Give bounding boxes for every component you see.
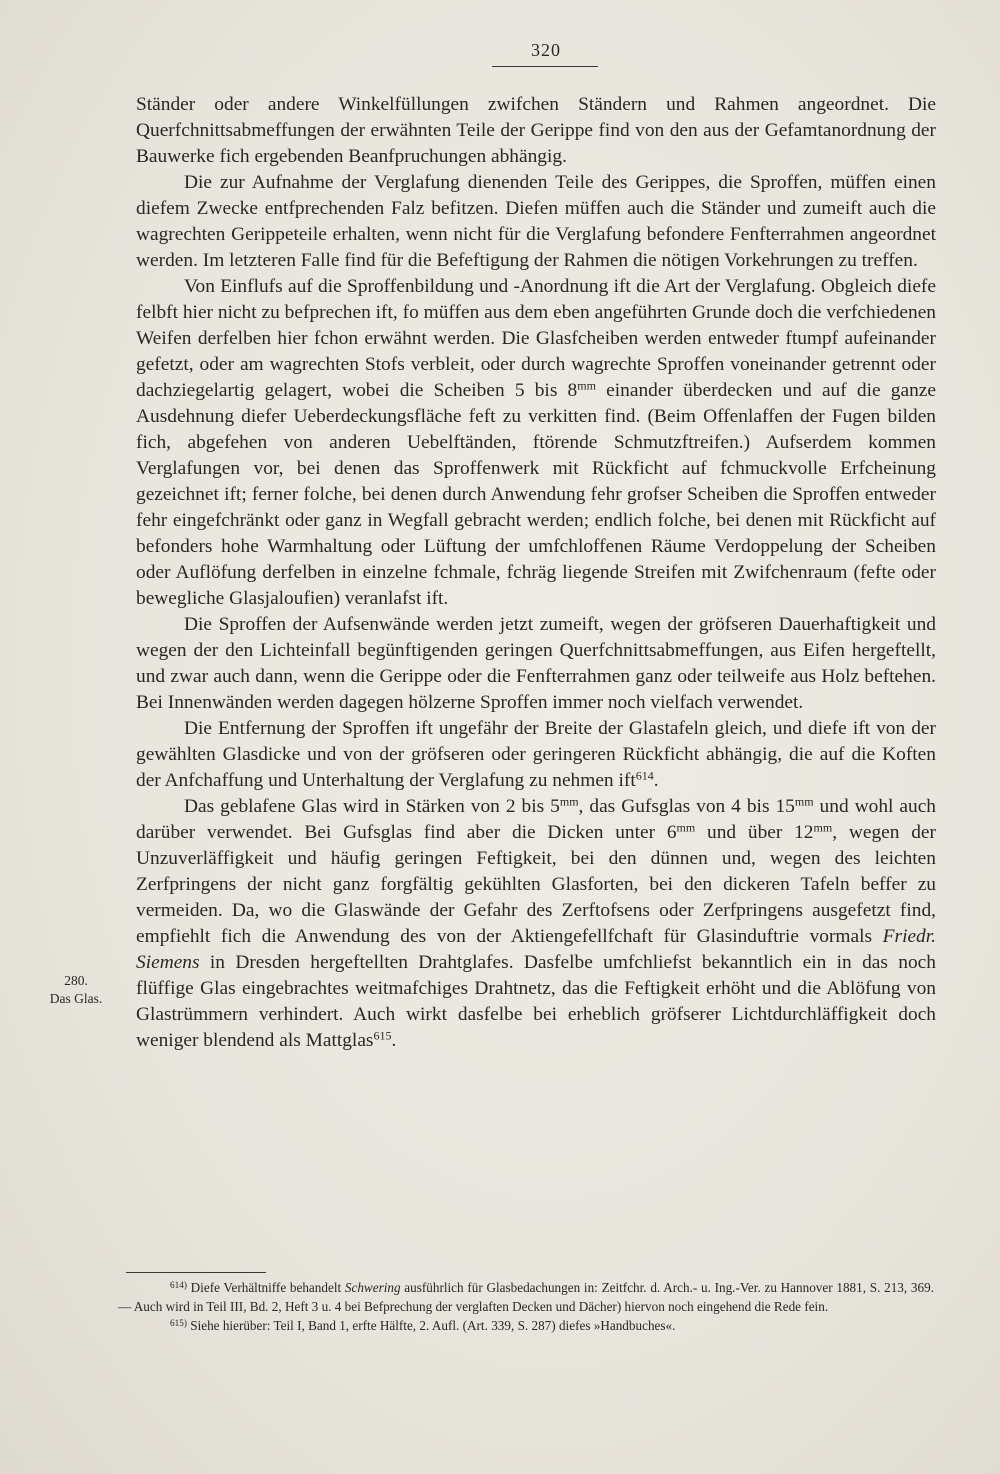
paragraph-6-text-g: .: [391, 1030, 397, 1051]
unit-mm: mm: [577, 378, 596, 393]
page-number: 320: [531, 40, 561, 60]
footnote-text: Siehe hierüber: Teil I, Band 1, erfte Hälfte, 2. Aufl. (Art. 339, S. 287) diefes »Handbuches«.: [186, 1318, 676, 1333]
paragraph-6-italic-name: Friedr. Siemens: [136, 926, 936, 973]
unit-mm: mm: [559, 794, 579, 809]
margin-note: [34, 972, 118, 1008]
body-text: [136, 92, 936, 1054]
footnote-614: [118, 1278, 934, 1316]
paragraph-5-text-a: Die Entfernung der Sproffen ift ungefähr der Breite der Glastafeln gleich, und diefe ift von der gewählten Glasdicke und von der gröfseren oder geringeren Rückficht abhängig, die auf die Koften der Anfchaffung und Unterhaltung der Verglafung zu nehmen ift: [136, 718, 936, 791]
paragraph-6-text-f: in Dresden hergeftellten Drahtglafes. Dasfelbe umfchliefst bekanntlich ein in das noch flüffige Glas eingebrachtes weitmafchiges Drahtnetz, das die Feftigkeit erhöht und die Ablöfung von Glastrümmern verhindert. Auch wirkt dasfelbe bei erheblich gröfserer Lichtdurchläffigkeit doch weniger blendend als Mattglas: [136, 952, 936, 1051]
footnotes: [118, 1278, 934, 1335]
paragraph-6: [136, 794, 936, 1054]
unit-mm: mm: [813, 820, 833, 835]
margin-note-number: 280.: [64, 973, 88, 988]
footnote-number: 615): [170, 1317, 187, 1328]
paragraph-3: [136, 274, 936, 612]
footnote-ref-614[interactable]: 614: [635, 768, 654, 783]
footnote-number: 614): [170, 1279, 187, 1290]
paragraph-3-text-a: Von Einflufs auf die Sproffenbildung und -Anordnung ift die Art der Verglafung. Obgleich diefe felbft hier nicht zu befprechen ift, fo müffen aus dem eben angeführten Grunde doch die verfchiedenen Weifen derfelben hier fchon erwähnt werden. Die Glasfcheiben werden entweder ftumpf aufeinander gefetzt, oder am wagrechten Stofs verbleit, oder durch wagrechte Sproffen voneinander getrennt oder dachziegelartig gelagert, wobei die Scheiben 5 bis 8: [136, 276, 936, 401]
page-number-rule: [492, 66, 598, 67]
footnote-italic-author: Schwering: [344, 1280, 401, 1295]
unit-mm: mm: [676, 820, 696, 835]
paragraph-1: Ständer oder andere Winkelfüllungen zwifchen Ständern und Rahmen angeordnet. Die Querfchnittsabmeffungen der erwähnten Teile der Gerippe find von den aus der Gefamtanordnung der Bauwerke fich ergebenden Beanfpruchungen abhängig.: [136, 94, 936, 167]
footnote-rule: [126, 1272, 266, 1273]
margin-note-title: Das Glas.: [49, 991, 103, 1006]
footnote-ref-615[interactable]: 615: [373, 1028, 392, 1043]
footnote-text: Diefe Verhältniffe behandelt: [186, 1280, 345, 1295]
paragraph-5: [136, 716, 936, 794]
footnote-615: [118, 1316, 934, 1335]
paragraph-6-text-a: Das geblafene Glas wird in Stärken von 2 bis 5: [184, 796, 560, 817]
paragraph-6-text-b: , das Gufsglas von 4 bis 15: [578, 796, 795, 817]
unit-mm: mm: [794, 794, 814, 809]
paragraph-6-text-e: , wegen der Unzuverläffigkeit und häufig geringen Feftigkeit, bei den dünnen und, wegen des leichten Zerfpringens der nicht ganz forgfältig gekühlten Glasforten, bei den dickeren Tafeln beffer zu vermeiden. Da, wo die Glaswände der Gefahr des Zerftofsens oder Zerfpringens ausgefetzt find, empfiehlt fich die Anwendung des von der Aktiengefellfchaft für Glasinduftrie vormals: [136, 822, 936, 947]
footnote-text: ausführlich für Glasbedachungen in: Zeitfchr. d. Arch.- u. Ing.-Ver. zu Hannover 1881, S. 213, 369. — Auch wird in Teil III, Bd. 2, Heft 3 u. 4 bei Befprechung der verglaften Decken und Dächer) hiervon noch eingehend die Rede fein.: [118, 1280, 934, 1314]
paragraph-2: Die zur Aufnahme der Verglafung dienenden Teile des Gerippes, die Sproffen, müffen einen diefem Zwecke entfprechenden Falz befitzen. Diefen müffen auch die Ständer und zumeift auch die wagrechten Gerippeteile erhalten, wenn nicht für die Verglafung befondere Fenfterrahmen angeordnet werden. Im letzteren Falle find für die Befeftigung der Rahmen die nötigen Vorkehrungen zu treffen.: [136, 172, 936, 271]
paragraph-4: Die Sproffen der Aufsenwände werden jetzt zumeift, wegen der gröfseren Dauerhaftigkeit und wegen der den Lichteinfall begünftigenden geringen Querfchnittsabmeffungen, aus Eifen hergeftellt, und zwar auch dann, wenn die Gerippe oder die Fenfterrahmen ganz oder teilweife aus Holz beftehen. Bei Innenwänden werden dagegen hölzerne Sproffen immer noch vielfach verwendet.: [136, 614, 936, 713]
paragraph-3-text-b: einander überdecken und auf die ganze Ausdehnung diefer Ueberdeckungsfläche feft zu verkitten find. (Beim Offenlaffen der Fugen bilden fich, abgefehen von anderen Uebelftänden, ftörende Schmutzftreifen.) Aufserdem kommen Verglafungen vor, bei denen das Sproffenwerk mit Rückficht auf fchmuckvolle Erfcheinung gezeichnet ift; ferner folche, bei denen durch Anwendung fehr grofser Scheiben die Sproffen entweder fehr eingefchränkt oder ganz in Wegfall gebracht werden; endlich folche, bei denen mit Rückficht auf befonders hohe Warmhaltung oder Lüftung der umfchloffenen Räume Verdoppelung der Scheiben oder Auflöfung derfelben in einzelne fchmale, fchräg liegende Streifen mit Zwifchenraum (fefte oder bewegliche Glasjaloufien) veranlafst ift.: [136, 380, 936, 609]
paragraph-6-text-d: und über 12: [695, 822, 814, 843]
paragraph-6-text-c: und wohl auch darüber verwendet. Bei Gufsglas find aber die Dicken unter 6: [136, 796, 936, 843]
paragraph-5-text-b: .: [653, 770, 659, 791]
